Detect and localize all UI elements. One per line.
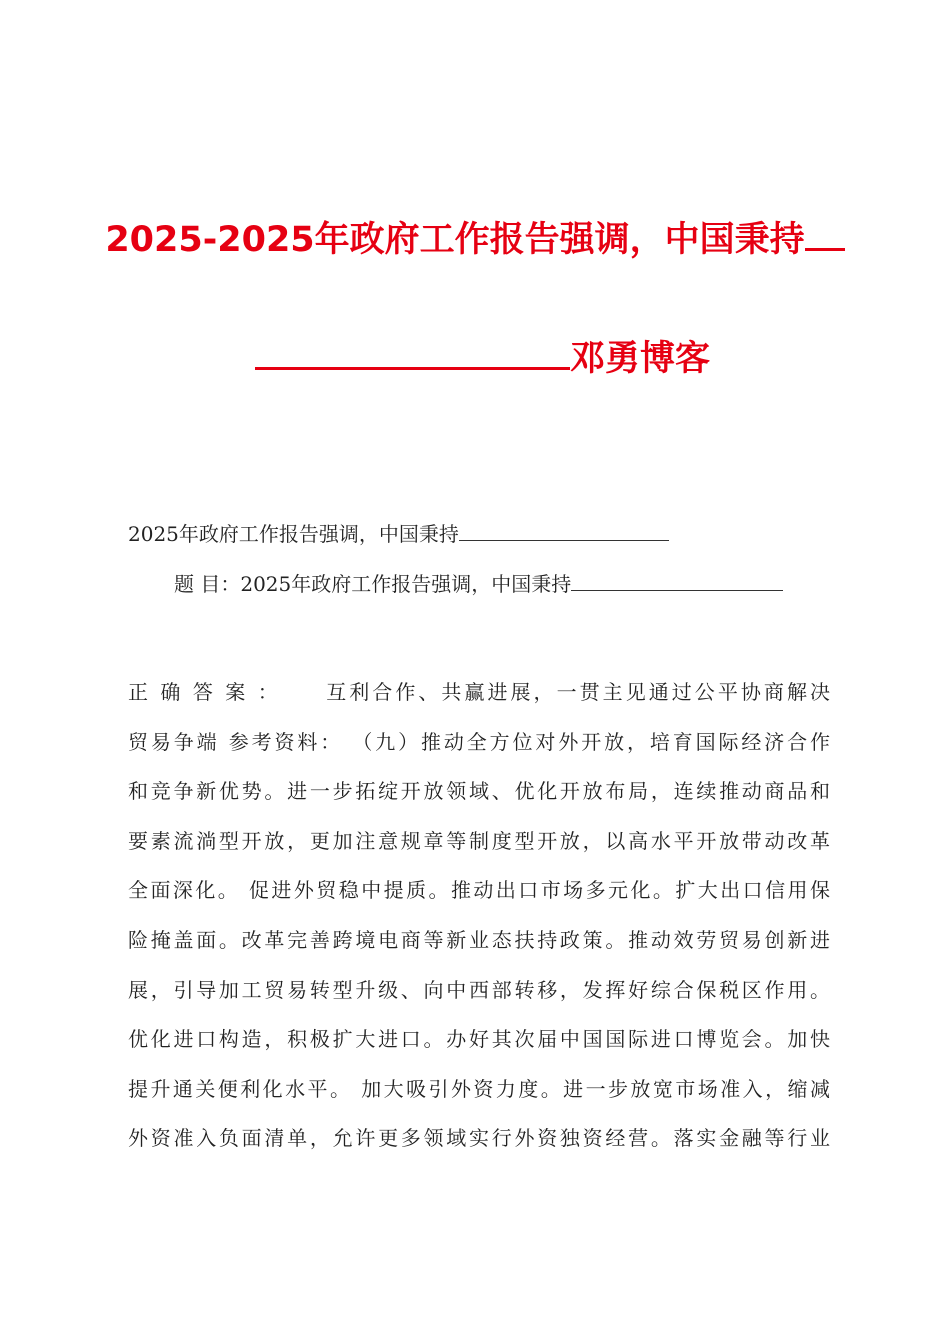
title-blank-underline-2 [255,335,570,370]
document-title-line1 [0,216,950,260]
question-heading-text: 2025年政府工作报告强调，中国秉持 [128,522,459,546]
answer-line: 外资准入负面清单，允许更多领域实行外资独资经营。落实金融等行业 [128,1126,830,1151]
answer-line: 和竞争新优势。进一步拓绽开放领域、优化开放布局，连续推动商品和 [128,779,830,804]
answer-line: 提升通关便利化水平。 加大吸引外资力度。进一步放宽市场准入，缩减 [128,1076,830,1101]
answer-line: 正 确 答 案 ： 互利合作、共赢进展，一贯主见通过公平协商解决 [128,680,830,704]
answer-line: 优化进口构造，积极扩大进口。办好其次届中国国际进口博览会。加快 [128,1027,830,1052]
answer-line: 要素流淌型开放，更加注意规章等制度型开放，以高水平开放带动改革 [128,828,830,853]
title-blank-underline [805,216,845,251]
document-title-line2 [255,335,710,379]
question-text: 题 目：2025年政府工作报告强调，中国秉持 [174,572,572,596]
question-heading [128,520,669,548]
answer-line: 展，引导加工贸易转型升级、向中西部转移，发挥好综合保税区作用。 [128,977,830,1002]
answer-line: 险掩盖面。改革完善跨境电商等新业态扶持政策。推动效劳贸易创新进 [128,927,830,952]
heading-blank-line [459,522,669,541]
title-text: 2025-2025年政府工作报告强调，中国秉持 [105,220,805,260]
answer-paragraph [128,668,830,1164]
question-blank-line [571,572,783,591]
question-line [174,570,783,598]
title-author: 邓勇博客 [570,339,711,379]
answer-line: 全面深化。 促进外贸稳中提质。推动出口市场多元化。扩大出口信用保 [128,878,830,903]
answer-line: 贸易争端 参考资料： （九）推动全方位对外开放，培育国际经济合作 [128,729,830,754]
